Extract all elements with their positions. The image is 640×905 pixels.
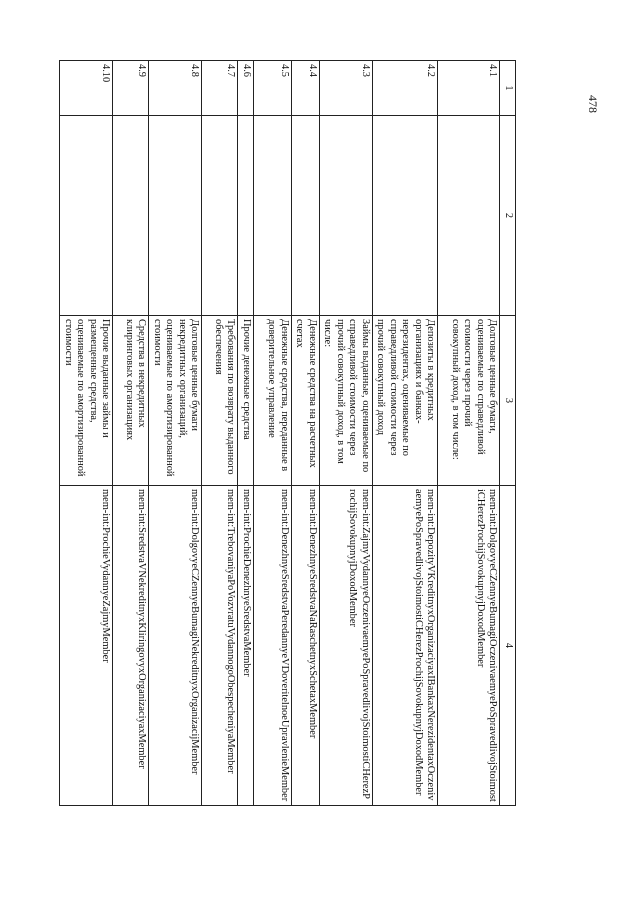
table-row	[320, 61, 373, 806]
header-cell-1: 1	[500, 61, 516, 116]
row-number-cell: 4.4	[292, 61, 320, 116]
row-code-cell: mem-int:ZajmyVydannyeOczenivaemyePoSpravedlivojStoimostiCHerezProchijSovokupnyjDoxodMember	[320, 486, 373, 806]
row-code-cell: mem-int:DolgovyeCZennyeBumagiNekreditnyxOrganizacijMember	[149, 486, 202, 806]
column-2-cell	[238, 116, 254, 316]
row-number-cell: 4.8	[149, 61, 202, 116]
page-number: 478	[586, 95, 600, 113]
table-row	[149, 61, 202, 806]
header-cell-4: 4	[500, 486, 516, 806]
row-number-cell: 4.1	[438, 61, 500, 116]
table-row	[292, 61, 320, 806]
header-cell-3: 3	[500, 316, 516, 486]
column-2-cell	[113, 116, 149, 316]
row-code-cell: mem-int:ProchieVydannyeZajmyMember	[60, 486, 113, 806]
header-cell-2: 2	[500, 116, 516, 316]
data-table	[60, 60, 517, 806]
row-name-cell: Требования по возврату выданного обеспечения	[202, 316, 238, 486]
column-2-cell	[60, 116, 113, 316]
row-code-cell: mem-int:DenezhnyeSredstvaPeredannyeVDoveritelnoeUpravlenieMember	[254, 486, 292, 806]
row-name-cell: Депозиты в кредитных организациях и банках-нерезидентах, оцениваемые по справедливой стоимости через прочий совокупный доход	[373, 316, 439, 486]
column-2-cell	[254, 116, 292, 316]
column-2-cell	[373, 116, 439, 316]
row-name-cell: Прочие выданные займы и размещенные средства, оцениваемые по амортизированной стоимости	[60, 316, 113, 486]
header-row	[500, 61, 516, 806]
row-number-cell: 4.7	[202, 61, 238, 116]
row-name-cell: Денежные средства на расчетных счетах	[292, 316, 320, 486]
table-row	[373, 61, 439, 806]
row-name-cell: Денежные средства, переданные в доверительное управление	[254, 316, 292, 486]
row-name-cell: Долговые ценные бумаги, оцениваемые по справедливой стоимости через прочий совокупный доход, в том числе:	[438, 316, 500, 486]
table-row	[202, 61, 238, 806]
column-2-cell	[149, 116, 202, 316]
table-row	[113, 61, 149, 806]
table-row	[438, 61, 500, 806]
column-2-cell	[292, 116, 320, 316]
column-2-cell	[438, 116, 500, 316]
rotated-table-sheet	[63, 60, 516, 805]
row-code-cell: mem-int:SredstvaVNekreditnyxKliringovyxOrganizaciyaxMember	[113, 486, 149, 806]
row-code-cell: mem-int:DenezhnyeSredstvaNaRaschetnyxSchetaxMember	[292, 486, 320, 806]
row-number-cell: 4.5	[254, 61, 292, 116]
table-body	[60, 61, 500, 806]
row-number-cell: 4.9	[113, 61, 149, 116]
row-name-cell: Средства в некредитных клиринговых организациях	[113, 316, 149, 486]
column-2-cell	[202, 116, 238, 316]
row-code-cell: mem-int:DepozityVKreditnyxOrganizaciyaxIBankaxNerezidentaxOczenivaemyePoSpravedlivojStoimostiCHerezProchijSovokupnyjDoxodMember	[373, 486, 439, 806]
row-number-cell: 4.6	[238, 61, 254, 116]
row-number-cell: 4.10	[60, 61, 113, 116]
table-row	[60, 61, 113, 806]
row-name-cell: Займы выданные, оцениваемые по справедливой стоимости через прочий совокупный доход, в том числе:	[320, 316, 373, 486]
row-name-cell: Долговые ценные бумаги некредитных организаций, оцениваемые по амортизированной стоимости	[149, 316, 202, 486]
row-number-cell: 4.3	[320, 61, 373, 116]
row-code-cell: mem-int:DolgovyeCZennyeBumagiOczenivaemyePoSpravedlivojStoimostiCHerezProchijSovokupnyjDoxodMember	[438, 486, 500, 806]
row-name-cell: Прочие денежные средства	[238, 316, 254, 486]
table-row	[254, 61, 292, 806]
row-code-cell: mem-int:TrebovaniyaPoVozvratuVydannogoObespecheniyaMember	[202, 486, 238, 806]
row-code-cell: mem-int:ProchieDenezhnyeSredstvaMember	[238, 486, 254, 806]
row-number-cell: 4.2	[373, 61, 439, 116]
table-row	[238, 61, 254, 806]
column-2-cell	[320, 116, 373, 316]
